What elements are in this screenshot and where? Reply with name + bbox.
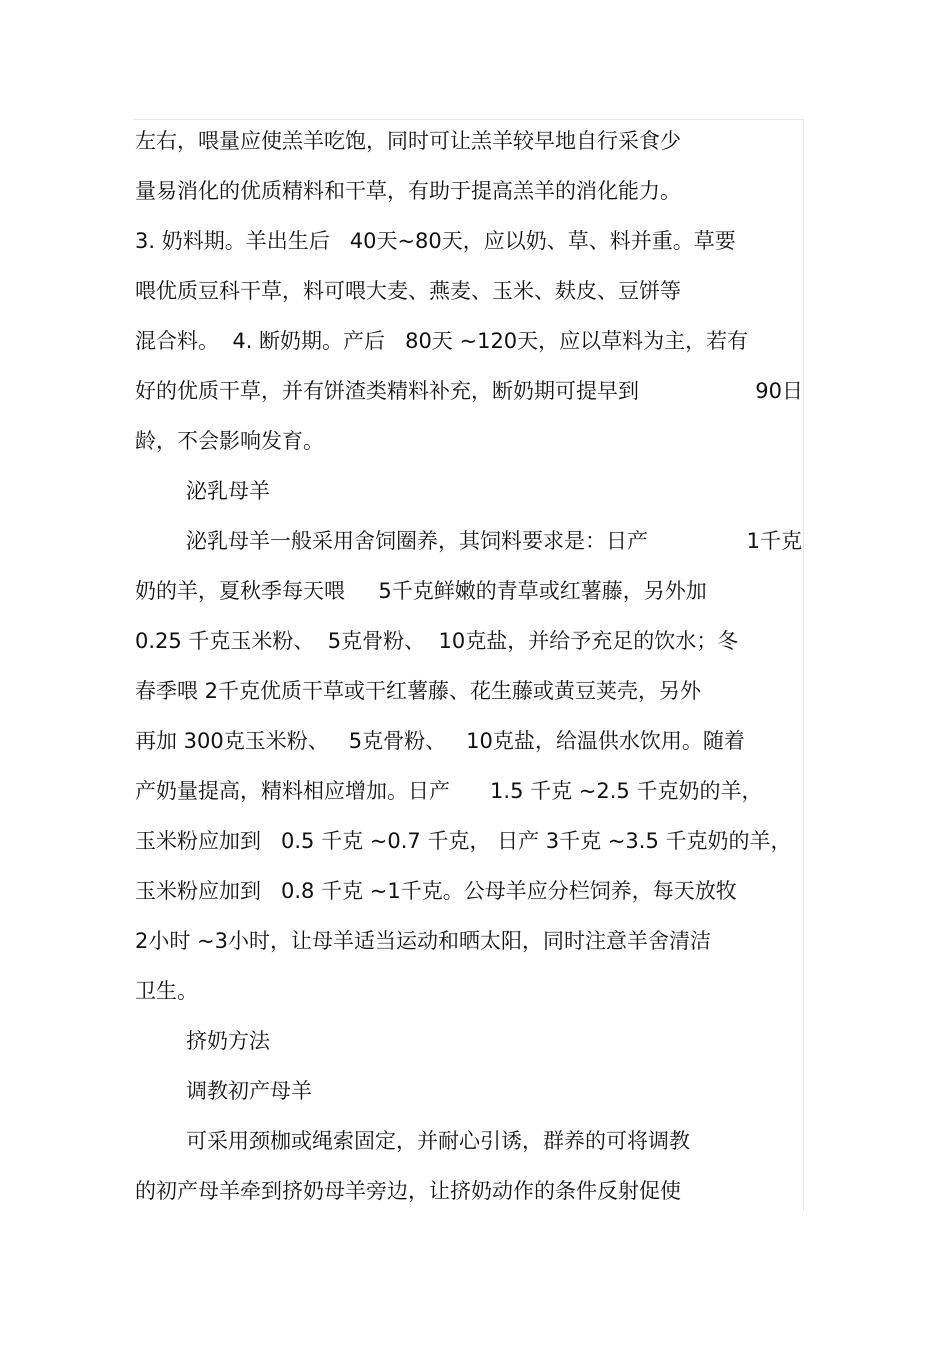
text-line: 产奶量提高，精料相应增加。日产 1.5 千克 ~2.5 千克奶的羊， (135, 779, 763, 803)
text-line: 3. 奶料期。羊出生后 40天~80天，应以奶、草、料并重。草要 (135, 229, 736, 253)
text-line: 再加 300克玉米粉、 5克骨粉、 10克盐，给温供水饮用。随着 (135, 729, 745, 753)
text-line: 2小时 ~3小时，让母羊适当运动和晒太阳，同时注意羊舍清洁 (135, 929, 711, 953)
text-segment: 泌乳母羊一般采用舍饲圈养，其饲料要求是：日产 (186, 529, 648, 553)
text-line: 玉米粉应加到 0.5 千克 ~0.7 千克， 日产 3千克 ~3.5 千克奶的羊， (135, 829, 792, 853)
text-segment: 好的优质干草，并有饼渣类精料补充，断奶期可提早到 (135, 379, 639, 403)
text-line: 春季喂 2千克优质干草或干红薯藤、花生藤或黄豆荚壳，另外 (135, 679, 702, 703)
text-line: 量易消化的优质精料和干草，有助于提高羔羊的消化能力。 (135, 179, 681, 203)
text-line: 喂优质豆科干草，料可喂大麦、燕麦、玉米、麸皮、豆饼等 (135, 279, 681, 303)
text-line: 可采用颈枷或绳索固定，并耐心引诱，群养的可将调教 (186, 1129, 690, 1153)
section-heading: 挤奶方法 (186, 1029, 270, 1053)
text-line: 0.25 千克玉米粉、 5克骨粉、 10克盐，并给予充足的饮水；冬 (135, 629, 739, 653)
text-line: 的初产母羊牵到挤奶母羊旁边，让挤奶动作的条件反射促使 (135, 1179, 681, 1203)
text-line: 龄，不会影响发育。 (135, 429, 324, 453)
text-segment: 1千克 (746, 529, 802, 553)
subsection-heading: 调教初产母羊 (186, 1079, 312, 1103)
text-line: 混合料。 4. 断奶期。产后 80天 ~120天，应以草料为主，若有 (135, 329, 749, 353)
text-line: 左右，喂量应使羔羊吃饱，同时可让羔羊较早地自行采食少 (135, 129, 681, 153)
text-line: 奶的羊，夏秋季每天喂 5千克鲜嫩的青草或红薯藤，另外加 (135, 579, 707, 603)
text-line (135, 374, 803, 408)
text-segment: 90日 (755, 379, 803, 403)
text-line: 玉米粉应加到 0.8 千克 ~1千克。公母羊应分栏饲养，每天放牧 (135, 879, 737, 903)
text-line: 卫生。 (135, 979, 198, 1003)
text-line (186, 524, 802, 558)
section-heading: 泌乳母羊 (186, 479, 270, 503)
